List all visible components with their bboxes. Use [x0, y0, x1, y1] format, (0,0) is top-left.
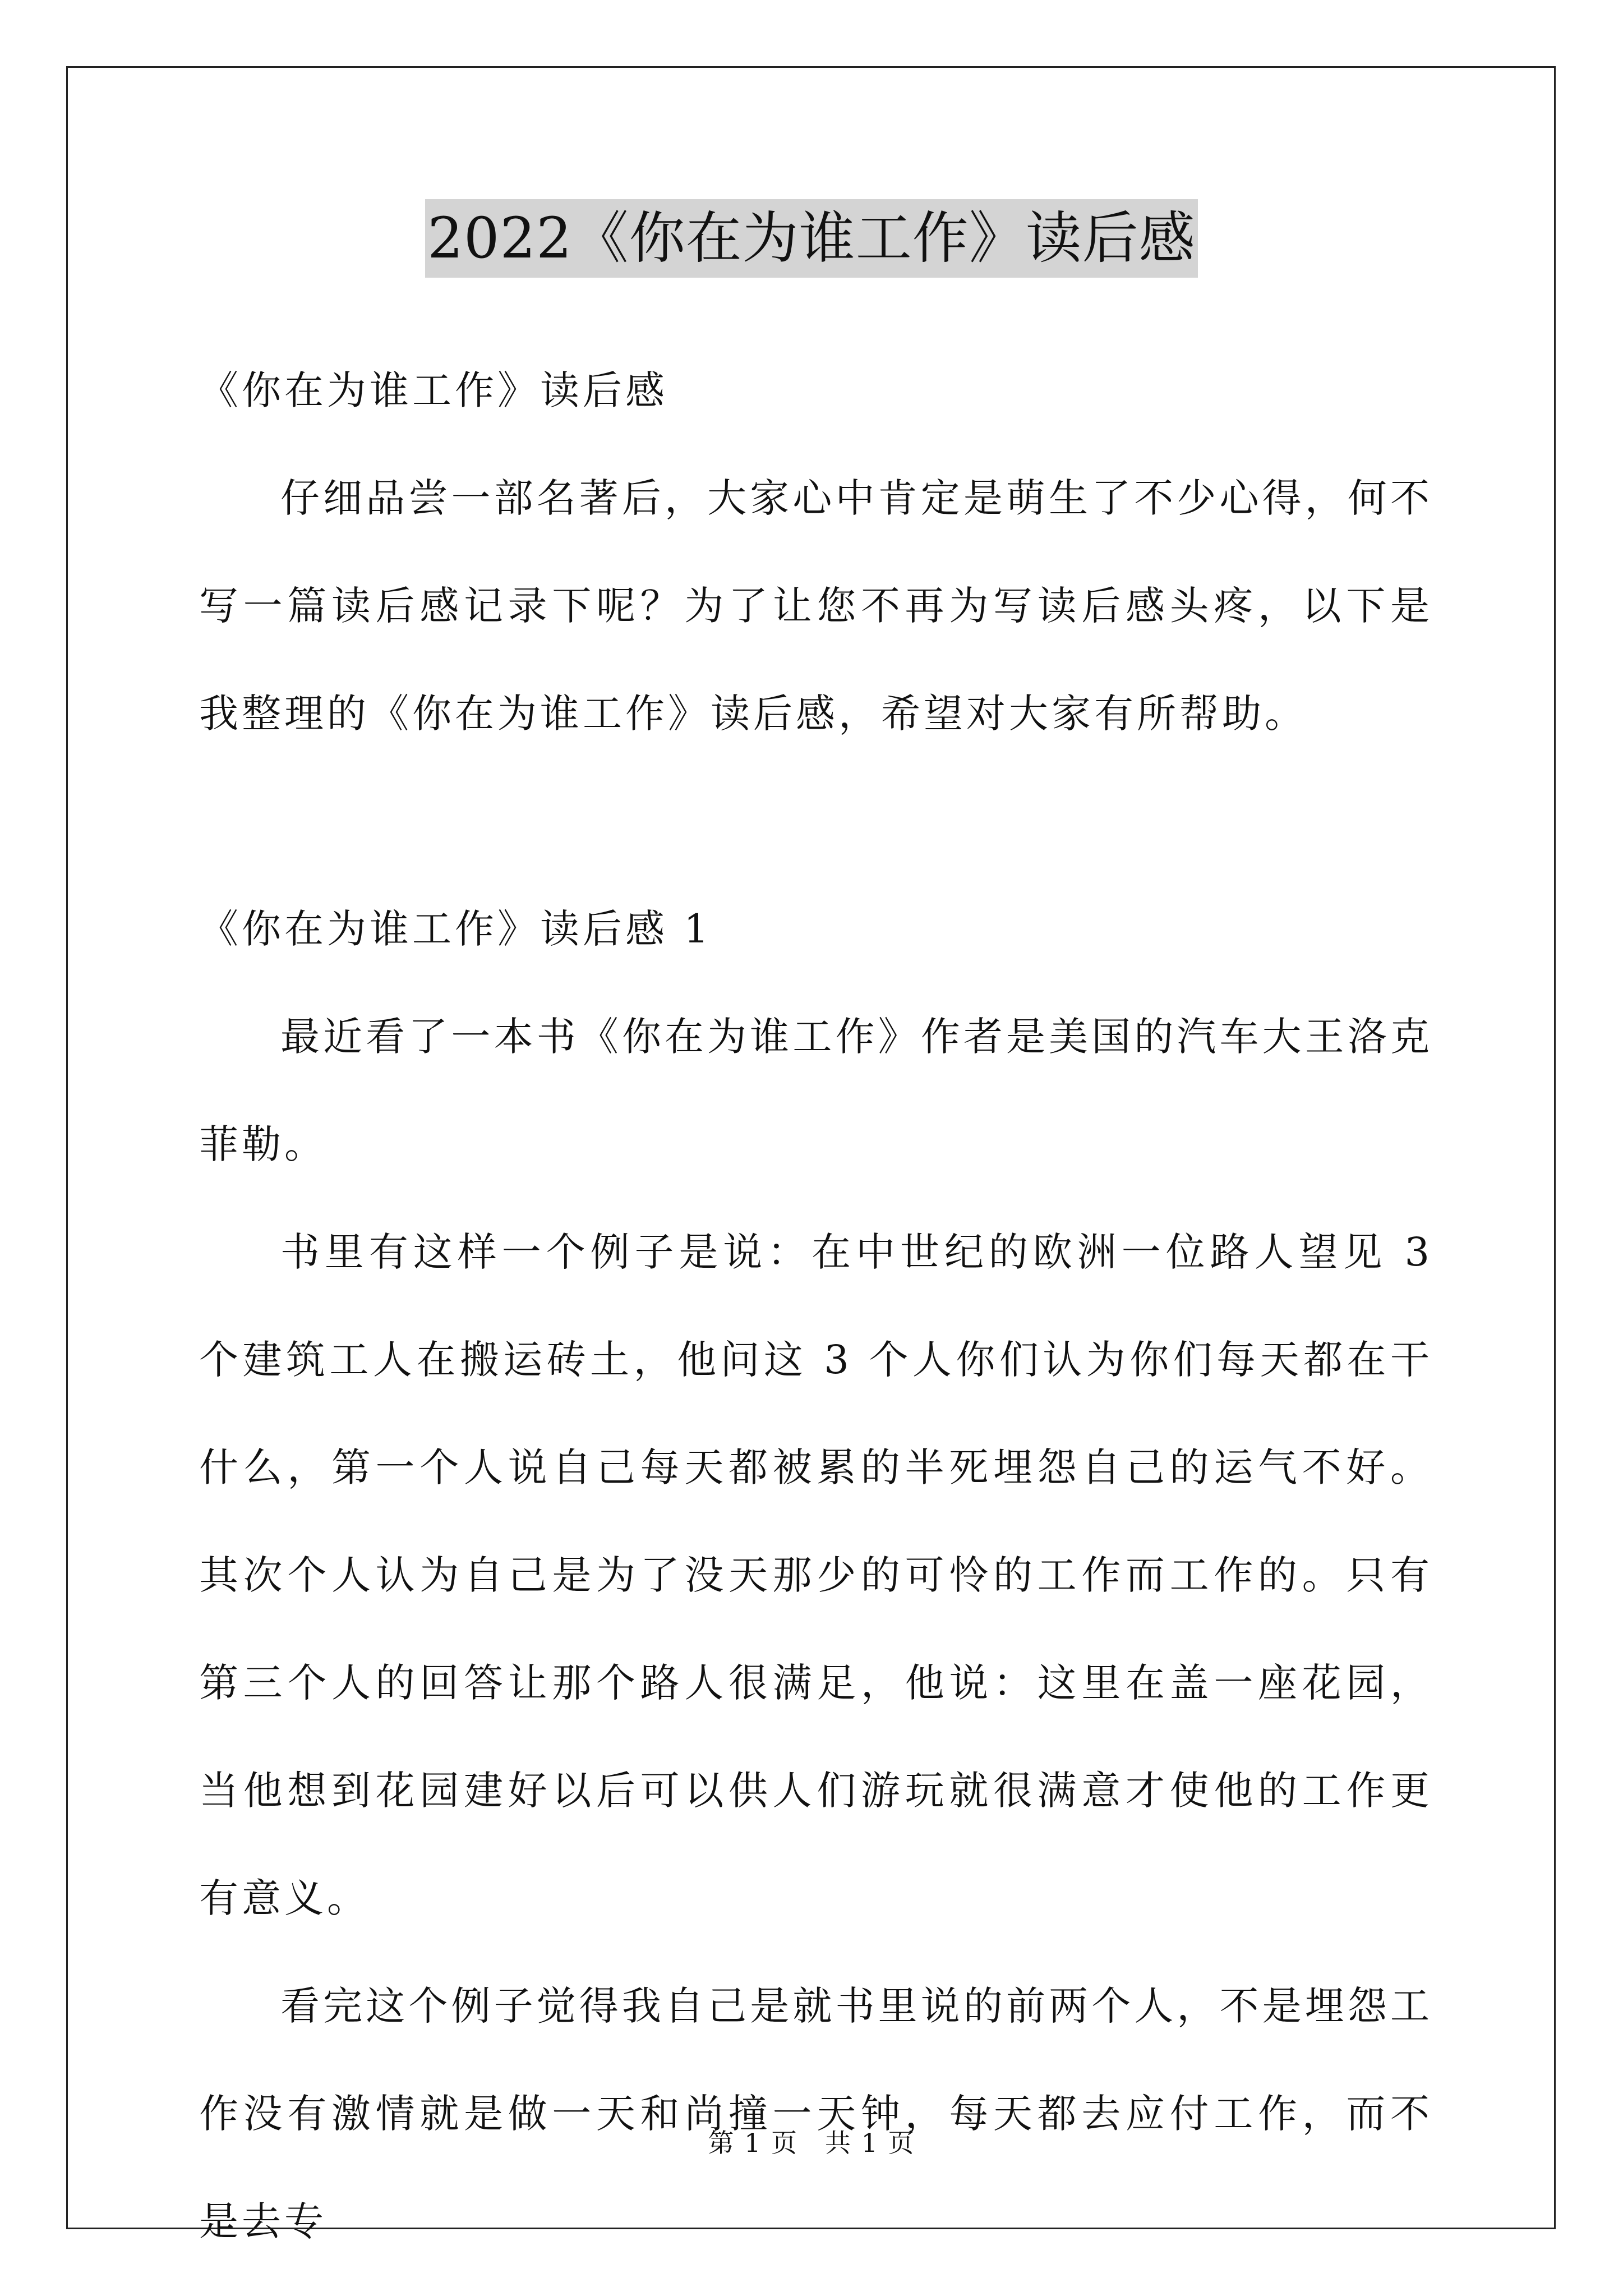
paragraph-body: 最近看了一本书《你在为谁工作》作者是美国的汽车大王洛克菲勒。	[199, 1014, 1433, 1167]
title-container	[0, 199, 1623, 278]
page-footer	[0, 2126, 1623, 2160]
paragraph-subtitle: 《你在为谁工作》读后感	[199, 367, 668, 413]
paragraph-spacer	[199, 767, 1433, 875]
document-body	[199, 337, 1433, 2275]
page-number-current: 第 1 页	[708, 2128, 798, 2158]
paragraph-body: 书里有这样一个例子是说：在中世纪的欧洲一位路人望见 3 个建筑工人在搬运砖土，他问这 3 个人你们认为你们每天都在干什么，第一个人说自己每天都被累的半死埋怨自己的运气不好。其次个人认为自己是为了没天那少的可怜的工作而工作的。只有第三个人的回答让那个路人很满足，他说：这里在盖一座花园，当他想到花园建好以后可以供人们游玩就很满意才使他的工作更有意义。	[199, 1229, 1433, 1921]
section-heading: 《你在为谁工作》读后感 1	[199, 906, 712, 952]
paragraph-body: 看完这个例子觉得我自己是就书里说的前两个人，不是埋怨工作没有激情就是做一天和尚撞一天钟，每天都去应付工作，而不是去专	[199, 1983, 1433, 2244]
document-title: 2022《你在为谁工作》读后感	[425, 199, 1198, 278]
page-number-total: 共 1 页	[825, 2128, 915, 2158]
paragraph-intro: 仔细品尝一部名著后，大家心中肯定是萌生了不少心得，何不写一篇读后感记录下呢？为了让您不再为写读后感头疼，以下是我整理的《你在为谁工作》读后感，希望对大家有所帮助。	[199, 475, 1433, 737]
